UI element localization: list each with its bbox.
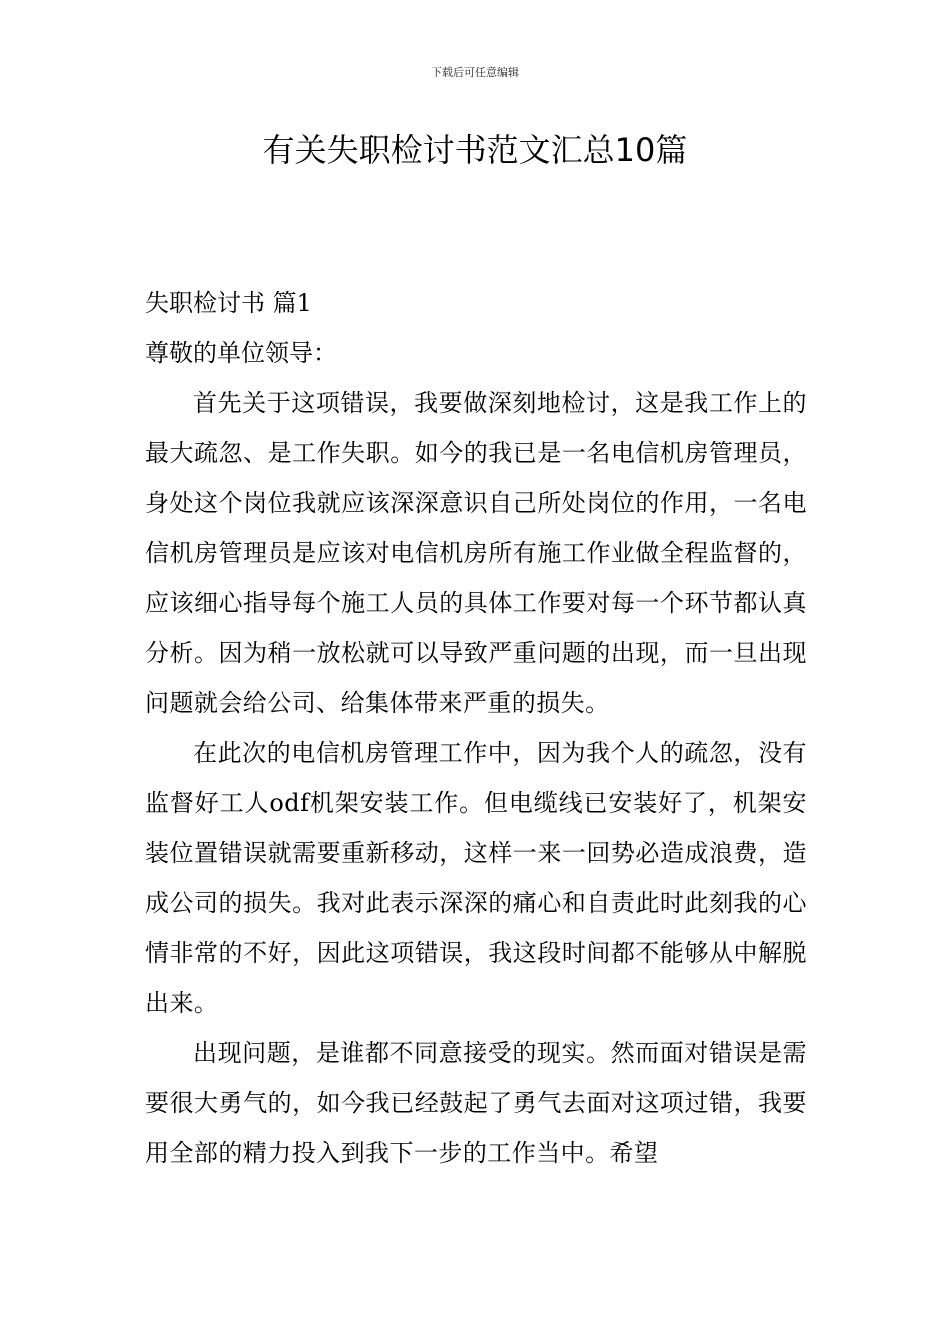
salutation: 尊敬的单位领导： <box>145 339 337 367</box>
body-paragraph-3: 出现问题，是谁都不同意接受的现实。然而面对错误是需要很大勇气的，如今我已经鼓起了勇气去面对这项过错，我要用全部的精力投入到我下一步的工作当中。希望 <box>145 1039 807 1167</box>
document-body <box>145 278 807 1178</box>
body-paragraph-2: 在此次的电信机房管理工作中，因为我个人的疏忽，没有监督好工人odf机架安装工作。但电缆线已安装好了，机架安装位置错误就需要重新移动，这样一来一回势必造成浪费，造成公司的损失。我对此表示深深的痛心和自责此时此刻我的心情非常的不好，因此这项错误，我这段时间都不能够从中解脱出来。 <box>145 739 807 1017</box>
section-heading: 失职检讨书 篇1 <box>145 289 312 317</box>
document-title: 有关失职检讨书范文汇总10篇 <box>262 131 688 169</box>
body-paragraph-1: 首先关于这项错误，我要做深刻地检讨，这是我工作上的最大疏忽、是工作失职。如今的我已是一名电信机房管理员，身处这个岗位我就应该深深意识自己所处岗位的作用，一名电信机房管理员是应该对电信机房所有施工作业做全程监督的，应该细心指导每个施工人员的具体工作要对每一个环节都认真分析。因为稍一放松就可以导致严重问题的出现，而一旦出现问题就会给公司、给集体带来严重的损失。 <box>145 389 807 717</box>
header-note: 下载后可任意编辑 <box>431 66 519 79</box>
